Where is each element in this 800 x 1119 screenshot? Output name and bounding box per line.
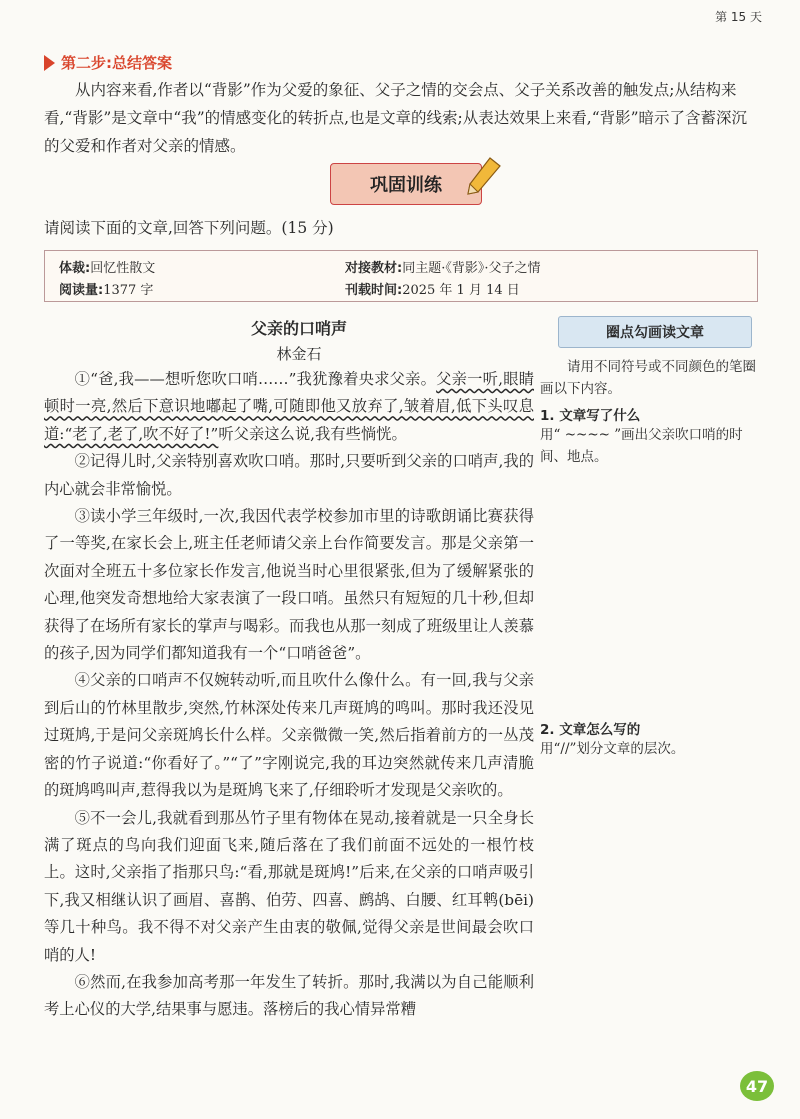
paragraph-1 [44,366,534,448]
article-author: 林金石 [276,345,322,363]
instruction-text: 请阅读下面的文章,回答下列问题。(15 分) [44,219,334,237]
paragraph-2: ②记得儿时,父亲特别喜欢吹口哨。那时,只要听到父亲的口哨声,我的内心就会非常愉悦。 [44,452,534,498]
reading-label: 阅读量: [59,283,104,298]
sidebar-heading: 圈点勾画读文章 [558,316,752,348]
date-cell [345,279,520,298]
sidebar-intro: 请用不同符号或不同颜色的笔圈画以下内容。 [540,359,756,397]
sidebar-question-2: 2. 文章怎么写的 [540,722,641,738]
reading-value: 1377 字 [103,283,154,298]
section-banner: 巩固训练 [330,163,482,205]
genre-value: 回忆性散文 [90,261,156,276]
page-number-badge: 47 [740,1071,774,1101]
day-label: 第 15 天 [715,10,762,24]
paragraph-1-start: ①“爸,我——想听您吹口哨……”我犹豫着央求父亲。 [74,370,437,388]
genre-label: 体裁: [59,261,91,276]
textbook-cell [345,257,540,276]
sidebar-question-1: 1. 文章写了什么 [540,408,641,424]
article [44,316,534,1024]
genre-cell [59,257,155,276]
summary-paragraph: 从内容来看,作者以“背影”作为父爱的象征、父子之情的交会点、父子关系改善的触发点;从结构来看,“背影”是文章中“我”的情感变化的转折点,也是文章的线索;从表达效果上来看,“背影”暗示了含蓄深沉的父爱和作者对父亲的情感。 [44,81,748,155]
sidebar-question-1-text: 用“ ~~~~ ”画出父亲吹口哨的时间、地点。 [540,427,743,465]
triangle-icon [44,55,55,71]
paragraph-4: ④父亲的口哨声不仅婉转动听,而且吹什么像什么。有一回,我与父亲到后山的竹林里散步,突然,竹林深处传来几声斑鸠的鸣叫。那时我还没见过斑鸠,于是问父亲斑鸠长什么样。父亲微微一笑,然后指着前方的一丛茂密的竹子说道:“你看好了。”“了”字刚说完,我的耳边突然就传来几声清脆的斑鸠鸣叫声,惹得我以为是斑鸠飞来了,仔细聆听才发现是父亲吹的。 [44,671,534,800]
paragraph-5: ⑤不一会儿,我就看到那丛竹子里有物体在晃动,接着就是一只全身长满了斑点的鸟向我们迎面飞来,随后落在了我们前面不远处的一根竹枝上。这时,父亲指了指那只鸟:“看,那就是斑鸠!”后来,在父亲的口哨声吸引下,我又相继认识了画眉、喜鹊、伯劳、四喜、鹧鸪、白腰、红耳鹎(bēi)等几十种鸟。我不得不对父亲产生由衷的敬佩,觉得父亲是世间最会吹口哨的人! [44,808,534,964]
pencil-icon [466,156,502,196]
paragraph-6: ⑥然而,在我参加高考那一年发生了转折。那时,我满以为自己能顺利考上心仪的大学,结果事与愿违。落榜后的我心情异常糟 [44,972,534,1019]
textbook-label: 对接教材: [345,261,403,276]
article-title: 父亲的口哨声 [250,319,347,338]
sidebar-question-2-text: 用“//”划分文章的层次。 [540,741,685,757]
reading-cell [59,279,153,298]
date-label: 刊载时间: [345,283,403,298]
article-info-box [44,250,758,302]
paragraph-3: ③读小学三年级时,一次,我因代表学校参加市里的诗歌朗诵比赛获得了一等奖,在家长会上,班主任老师请父亲上台作简要发言。那是父亲第一次面对全班五十多位家长作发言,他说当时心里很紧张,但为了缓解紧张的心理,他突发奇想地给大家表演了一段口哨。虽然只有短短的几十秒,但却获得了在场所有家长的掌声与喝彩。而我也从那一刻成了班级里让人羡慕的孩子,因为同学们都知道我有一个“口哨爸爸”。 [44,507,534,663]
date-value: 2025 年 1 月 14 日 [402,283,520,298]
paragraph-1-wavy-underline: 父亲一听,眼睛顿时一亮,然后下意识地嘟起了嘴,可随即他又放弃了,皱着眉,低下头叹息道:“老了,老了,吹不好了!” [44,370,534,443]
step-heading [44,52,172,73]
textbook-value: 同主题·《背影》·父子之情 [402,261,541,276]
step-heading-text: 第二步:总结答案 [61,54,172,72]
paragraph-1-end: 听父亲这么说,我有些惝恍。 [218,424,407,443]
annotation-sidebar [540,316,760,760]
